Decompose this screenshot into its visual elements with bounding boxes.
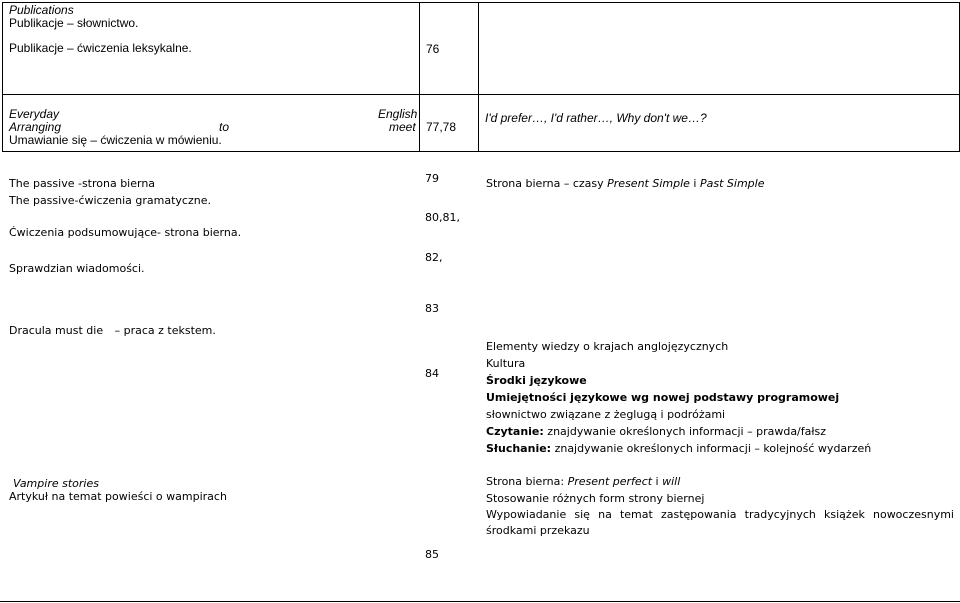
passive-description (486, 177, 764, 191)
reading-label: Czytanie: (486, 425, 544, 438)
dracula-title (9, 324, 216, 338)
english-word: English (378, 107, 418, 121)
phrase-sep-2: , (609, 111, 617, 125)
dracula-title-suffix: – praca z tekstem. (114, 324, 216, 337)
vampire-desc-line-2: Stosowanie różnych form strony biernej (486, 492, 705, 505)
phrase-sep-1: , (543, 111, 551, 125)
reading-text: znajdywanie określonych informacji – prawda/fałsz (543, 425, 827, 438)
passive-desc-conj: i (689, 177, 700, 190)
page-number-85: 85 (425, 548, 439, 561)
publications-subtitle: Publikacje – ćwiczenia leksykalne. (9, 41, 192, 55)
to-word: to (219, 120, 230, 134)
dracula-desc-line-3: Środki językowe (486, 374, 587, 387)
phrase-2: I'd rather… (550, 111, 610, 125)
listening-skill-line (486, 442, 871, 456)
vampire-desc-line-1 (486, 475, 680, 489)
phrase-end: ? (699, 111, 707, 125)
arranging-word: Arranging (9, 120, 62, 134)
will-term: will (662, 475, 681, 488)
dracula-desc-line-2: Kultura (486, 357, 526, 370)
passive-item-2: The passive-ćwiczenia gramatyczne. (9, 194, 211, 207)
table-border-top (2, 2, 960, 3)
page-number-80-81: 80,81, (425, 211, 460, 224)
passive-item-4: Sprawdzian wiadomości. (9, 262, 145, 275)
dracula-desc-line-5: słownictwo związane z żeglugą i podróżami (486, 408, 726, 421)
listening-text: znajdywanie określonych informacji – kolejność wydarzeń (551, 442, 872, 455)
vampire-desc-conj: i (652, 475, 663, 488)
present-perfect-term: Present perfect (567, 475, 653, 488)
page-number-83: 83 (425, 302, 439, 315)
arranging-subtitle: Umawianie się – ćwiczenia w mówieniu. (9, 133, 222, 147)
passive-desc-prefix: Strona bierna – czasy (486, 177, 608, 190)
vampire-stories-subtitle: Artykuł na temat powieści o wampirach (9, 490, 227, 503)
meet-word: meet (389, 120, 416, 134)
page-number-82: 82, (425, 251, 443, 264)
page-number-79: 79 (425, 172, 439, 185)
publications-title-pl: Publikacje – słownictwo. (9, 16, 139, 30)
vampire-desc-prefix: Strona bierna: (486, 475, 568, 488)
listening-label: Słuchanie: (486, 442, 552, 455)
reading-skill-line (486, 425, 826, 439)
dracula-title-main: Dracula must die (9, 324, 104, 337)
dracula-desc-line-4: Umiejętności językowe wg nowej podstawy programowej (486, 391, 840, 404)
phrases-description (485, 111, 707, 125)
page-number-77-78: 77,78 (426, 120, 457, 134)
column-divider-2 (478, 2, 479, 152)
past-simple-term: Past Simple (699, 177, 765, 190)
publications-title: Publications (9, 3, 74, 17)
vampire-stories-title: Vampire stories (13, 477, 99, 490)
phrase-3: Why don't we… (616, 111, 700, 125)
present-simple-term: Present Simple (607, 177, 690, 190)
page-bottom-rule (0, 601, 960, 602)
table-border-left (2, 2, 3, 152)
passive-item-1: The passive -strona bierna (9, 177, 156, 190)
vampire-desc-line-3: Wypowiadanie się na temat zastępowania tradycyjnych książek nowoczesnymi środkami przekazu (486, 508, 954, 537)
phrase-1: I'd prefer… (485, 111, 544, 125)
dracula-desc-line-1: Elementy wiedzy o krajach anglojęzycznych (486, 340, 729, 353)
everyday-word: Everyday (9, 107, 60, 121)
passive-item-3: Ćwiczenia podsumowujące- strona bierna. (9, 226, 242, 239)
page-number-76: 76 (426, 42, 440, 56)
row-divider-1 (2, 94, 960, 95)
row-divider-2 (2, 151, 960, 152)
column-divider-1 (419, 2, 420, 152)
page-number-84: 84 (425, 367, 439, 380)
